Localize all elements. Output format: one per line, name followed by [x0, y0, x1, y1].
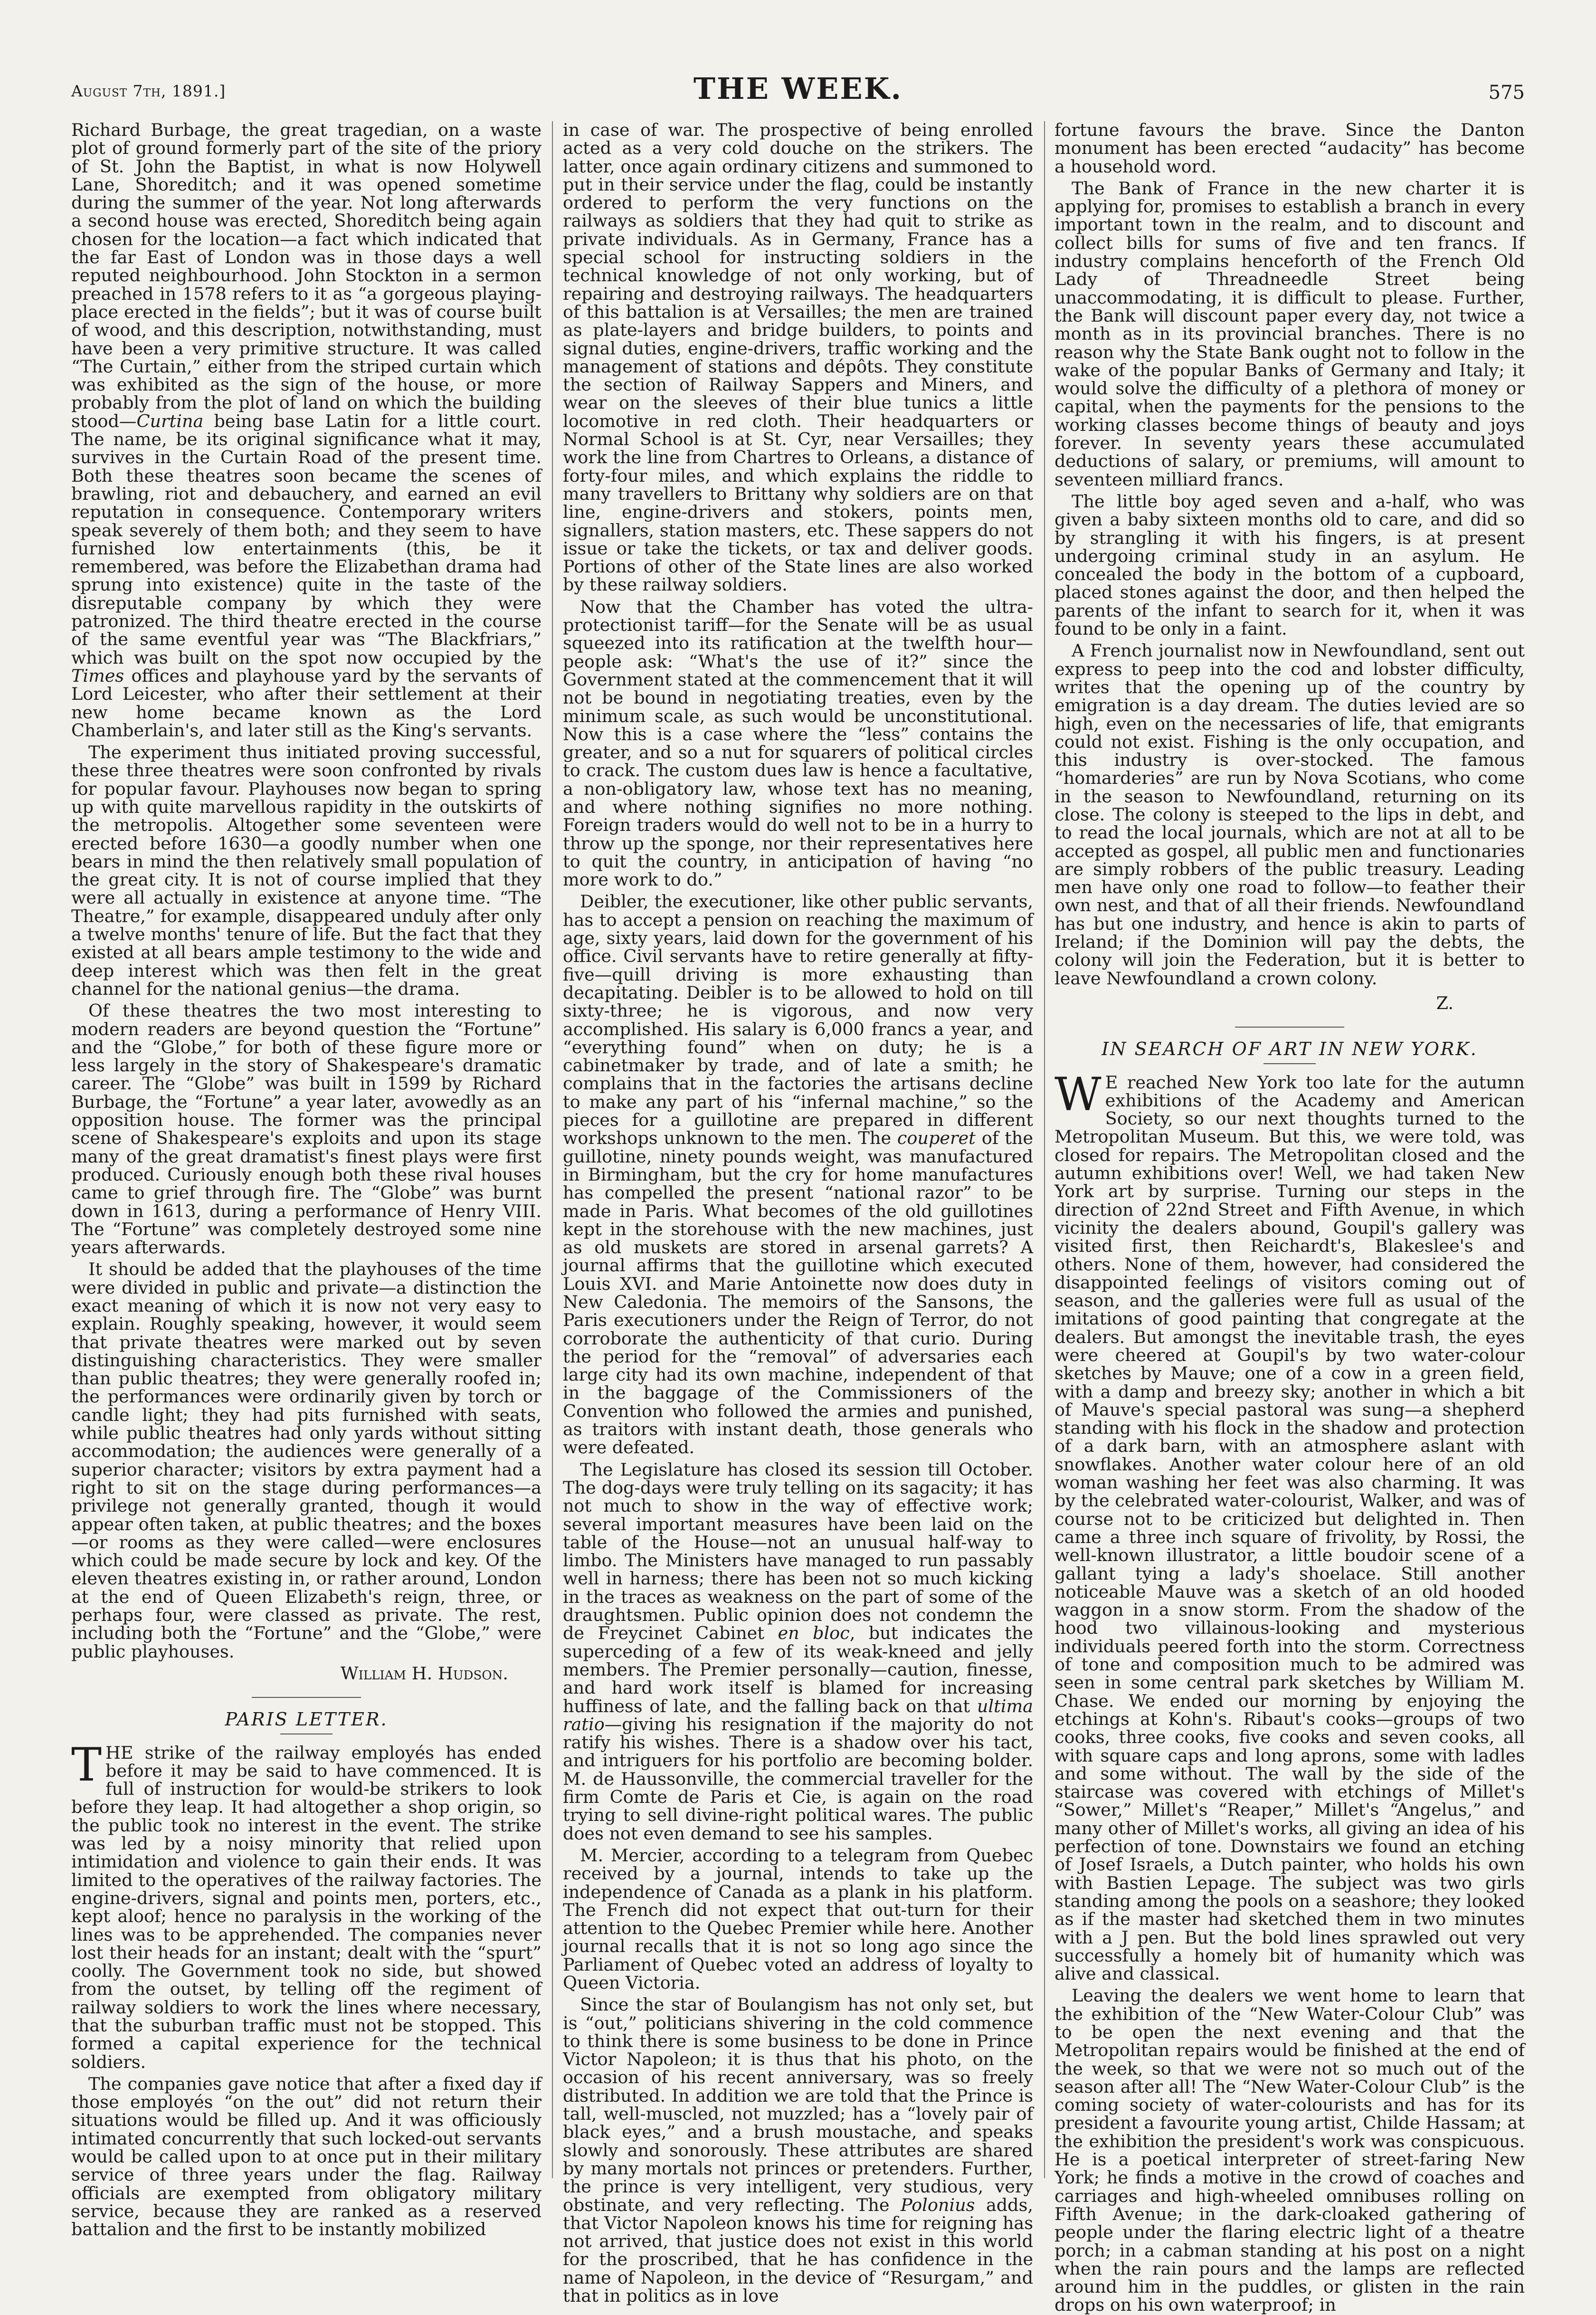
- author-signature: Z.: [1436, 992, 1454, 1013]
- article-paragraph: The Legislature has closed its session till October. The dog-days were truly telling on its sagacity; it has not much to show in the way of effective work; several important measures have been laid on the table of the House—not an unusual half-way to limbo. The Ministers have managed to run passably well in harness; there has been not so much kicking in the traces as weakness on the part of some of the draughtsmen. Public opinion does not condemn the de Freycinet Cabinet en bloc, but indicates the superceding of a few of its weak-kneed and jelly members. The Premier personally—caution, finesse, and hard work itself is blamed for increasing huffiness of late, and the falling back on that ultima ratio—giving his resignation if the majority do not ratify his wishes. There is a shadow over his tact, and intriguers for his portfolio are becoming bolder. M. de Haussonville, the commercial traveller for the firm Comte de Paris et Cie, is again on the road trying to sell divine-right political wares. The public does not even demand to see his samples.: [563, 1459, 1033, 1844]
- article-paragraph: Deibler, the executioner, like other public servants, has to accept a pension on reaching the maximum of age, sixty years, laid down for the government of his office. Civil servants have to retire generally at fifty-five—quill driving is more exhausting than decapitating. Deibler is to be allowed to hold on till sixty-three; he is vigorous, and now very accomplished. His salary is 6,000 francs a year, and “everything found” when on duty; he is a cabinetmaker by trade, and of late a smith; he complains that in the factories the artisans decline to make any part of his “infernal machine,” so the pieces for a guillotine are prepared in different workshops unknown to the men. The couperet of the guillotine, ninety pounds weight, was manufactured in Birmingham, but the cry for home manufactures has compelled the present “national razor” to be made in Paris. What becomes of the old guillotines kept in the storehouse with the new machines, just as old muskets are stored in arsenal garrets? A journal affirms that the guillotine which executed Louis XVI. and Marie Antoinette now does duty in New Caledonia. The memoirs of the Sansons, the Paris executioners under the Reign of Terror, do not corroborate the authenticity of that curio. During the period for the “removal” of adversaries each large city had its own machine, independent of that in the baggage of the Commissioners of the Convention who followed the armies and punished, as traitors with instant death, those generals who were defeated.: [563, 891, 1033, 1458]
- article-paragraph: M. Mercier, according to a telegram from Quebec received by a journal, intends to take up the independence of Canada as a plank in his platform. The French did not expect that out-turn for their attention to the Quebec Premier while here. Another journal recalls that it is not so long ago since the Parliament of Quebec voted an address of loyalty to Queen Victoria.: [563, 1845, 1033, 1993]
- article-paragraph: Richard Burbage, the great tragedian, on a waste plot of ground formerly part of the site of the priory of St. John the Baptist, in what is now Holywell Lane, Shoreditch; and it was opened sometime during the summer of the year. Not long afterwards a second house was erected, Shoreditch being again chosen for the location—a fact which indicated that the far East of London was in those days a well reputed neighbourhood. John Stockton in a sermon preached in 1578 refers to it as “a gorgeous playing-place erected in the fields”; but it was of course built of wood, and this description, notwithstanding, must have been a very primitive structure. It was called “The Curtain,” either from the striped curtain which was exhibited as the sign of the house, or more probably from the plot of land on which the building stood—Curtina being base Latin for a little court. The name, be its original significance what it may, survives in the Curtain Road of the present time. Both these theatres soon became the scenes of brawling, riot and debauchery, and earned an evil reputation in consequence. Contemporary writers speak severely of them both; and they seem to have furnished low entertainments (this, be it remembered, was before the Elizabethan drama had sprung into existence) quite in the taste of the disreputable company by which they were patronized. The third theatre erected in the course of the same eventful year was “The Blackfriars,” which was built on the spot now occupied by the Times offices and playhouse yard by the servants of Lord Leicester, who after their settlement at their new home became known as the Lord Chamberlain's, and later still as the King's servants.: [71, 120, 542, 741]
- article-paragraph: A French journalist now in Newfoundland, sent out express to peep into the cod and lobster difficulty, writes that the opening up of the country by emigration is a day dream. The duties levied are so high, even on the necessaries of life, that emigrants could not exist. Fishing is the only occupation, and this industry is over-stocked. The famous “homarderies” are run by Nova Scotians, who come in the season to Newfoundland, returning on its close. The colony is steeped to the lips in debt, and to read the local journals, which are not at all to be accepted as gospel, all public men and functionaries are simply robbers of the public treasury. Leading men have only one road to follow—to feather their own nest, and that of all their friends. Newfoundland has but one industry, and hence is akin to parts of Ireland; if the Dominion will pay the debts, the colony will join the Federation, but it is better to leave Newfoundland a crown colony.: [1054, 640, 1525, 989]
- author-signature: William H. Hudson.: [340, 1663, 508, 1684]
- publication-title: THE WEEK.: [693, 71, 903, 106]
- article-paragraph: It should be added that the playhouses of the time were divided in public and private—a distinction the exact meaning of which it is now not very easy to explain. Roughly speaking, however, it would seem that private theatres were marked out by seven distinguishing characteristics. They were smaller than public theatres; they were generally roofed in; the performances were ordinarily given by torch or candle light; they had pits furnished with seats, while public theatres had only yards without sitting accommodation; the audiences were generally of a superior character; visitors by extra payment had a right to sit on the stage during performances—a privilege not generally granted, though it would appear often taken, at public theatres; and the boxes—or rooms as they were called—were enclosures which could be made secure by lock and key. Of the eleven theatres existing in, or rather around, London at the end of Queen Elizabeth's reign, three, or perhaps four, were classed as private. The rest, including both the “Fortune” and the “Globe,” were public playhouses.: [71, 1259, 542, 1662]
- column-1: [71, 120, 542, 2240]
- masthead: [71, 71, 1525, 119]
- section-heading-paris-letter: PARIS LETTER.: [225, 1709, 388, 1730]
- drop-cap: T: [71, 1738, 102, 1791]
- drop-cap: W: [1054, 1067, 1102, 1121]
- page-number: 575: [1488, 82, 1525, 104]
- article-paragraph: Now that the Chamber has voted the ultra-protectionist tariff—for the Senate will be as usual squeezed into its ratification at the twelfth hour—people ask: “What's the use of it?” since the Government stated at the commencement that it will not be bound in negotiating treaties, even by the minimum scale, as such would be unconstitutional. Now this is a case where the “less” contains the greater, and so a nut for squarers of political circles to crack. The custom dues law is hence a facultative, a non-obligatory law, whose text has no meaning, and where nothing signifies no more nothing. Foreign traders would do well not to be in a hurry to throw up the sponge, nor their representatives here to quit the country, in anticipation of having “no more work to do.”: [563, 596, 1033, 890]
- section-heading-art-new-york: IN SEARCH OF ART IN NEW YORK.: [1102, 1038, 1478, 1060]
- article-paragraph: The little boy aged seven and a-half, who was given a baby sixteen months old to care, and did so by strangling it with his fingers, is at present undergoing criminal study in an asylum. He concealed the body in the bottom of a cupboard, placed stones against the door, and then helped the parents of the infant to search for it, when it was found to be only in a faint.: [1054, 491, 1525, 639]
- article-paragraph: THE strike of the railway employés has ended before it may be said to have commenced. It is full of instruction for would-be strikers to look before they leap. It had altogether a shop origin, so the public took no interest in the event. The strike was led by a noisy minority that relied upon intimidation and violence to gain their ends. It was limited to the operatives of the railway factories. The engine-drivers, signal and points men, porters, etc., kept aloof; hence no paralysis in the working of the lines was to be apprehended. The companies never lost their heads for an instant; dealt with the “spurt” coolly. The Government took no side, but showed from the outset, by telling off the regiment of railway soldiers to work the lines where necessary, that the suburban traffic must not be stopped. This formed a capital experience for the technical soldiers.: [71, 1738, 542, 2072]
- article-paragraph: fortune favours the brave. Since the Danton monument has been erected “audacity” has become a household word.: [1054, 120, 1525, 177]
- column-divider-1: [552, 121, 553, 2178]
- article-paragraph: W E reached New York too late for the autumn exhibitions of the Academy and American Society, so our next thoughts turned to the Metropolitan Museum. But this, we were told, was closed for repairs. The Metropolitan closed and the autumn exhibitions over! Well, we had taken New York art by surprise. Turning our steps in the direction of 22nd Street and Fifth Avenue, in which vicinity the dealers abound, Goupil's gallery was visited first, then Reichardt's, Blakeslee's and others. None of them, however, had considered the disappointed feelings of visitors coming out of season, and the galleries were full as usual of the imitations of good painting that congregate at the dealers. But amongst the inevitable trash, the eyes were cheered at Goupil's by two water-colour sketches by Mauve; one of a cow in a green field, with a damp and breezy sky; another in which a bit of Mauve's special pastoral was sung—a shepherd standing with his flock in the shadow and protection of a dark barn, with an atmosphere aslant with snowflakes. Another water colour here of an old woman washing her feet was also charming. It was by the celebrated water-colourist, Walker, and was of course not to be criticized but delighted in. Then came a three inch square of frivolity, by Rossi, the well-known illustrator, a little boudoir scene of a gallant tying a lady's shoelace. Still another noticeable Mauve was a sketch of an old hooded waggon in a snow storm. From the shadow of the hood two villainous-looking and mysterious individuals peered forth into the storm. Correctness of tone and composition much to be admired was seen in some central park sketches by William M. Chase. We ended our morning by enjoying the etchings at Kohn's. Ribaut's cooks—groups of two cooks, three cooks, five cooks and seven cooks, all with square caps and long aprons, some with ladles and some without. The wall by the side of the staircase was covered with etchings of Millet's “Sower,” Millet's “Reaper,” Millet's “Angelus,” and many other of Millet's works, all giving an idea of his perfection of tone. Downstairs we found an etching of Josef Israels, a Dutch painter, who holds his own with Bastien Lepage. The subject was two girls standing among the pools on a seashore; they looked as if the master had sketched them in two minutes with a J pen. But the bold lines sprawled out very successfully a homely bit of humanity which was alive and classical.: [1054, 1067, 1525, 1984]
- article-paragraph: The companies gave notice that after a fixed day if those employés “on the out” did not return their situations would be filled up. And it was officiously intimated concurrently that such locked-out servants would be called upon to at once put in their military service of three years under the flag. Railway officials are exempted from obligatory military service, because they are ranked as a reserved battalion and the first to be instantly mobilized: [71, 2073, 542, 2240]
- heading-underline: [1264, 1063, 1316, 1064]
- column-divider-2: [1044, 121, 1045, 2178]
- article-paragraph: The experiment thus initiated proving successful, these three theatres were soon confronted by rivals for popular favour. Playhouses now began to spring up with quite marvellous rapidity in the outskirts of the metropolis. Altogether some seventeen were erected before 1630—a goodly number when one bears in mind the then relatively small population of the great city. It is not of course implied that they were all actually in existence at anyone time. “The Theatre,” for example, disappeared unduly after only a twelve months' tenure of life. But the fact that they existed at all bears ample testimony to the wide and deep interest which was then felt in the great channel for the national genius—the drama.: [71, 742, 542, 999]
- article-paragraph: Leaving the dealers we went home to learn that the exhibition of the “New Water-Colour Club” was to be open the next evening and that the Metropolitan repairs would be finished at the end of the week, so that we were not so much out of the season after all! The “New Water-Colour Club” is the coming society of water-colourists and has for its president a favourite young artist, Childe Hassam; at the exhibition the president's work was conspicuous. He is a poetical interpreter of street-faring New York; he finds a motive in the crowd of coaches and carriages and high-wheeled omnibuses rolling on Fifth Avenue; in the dark-cloaked gathering of people under the flaring electric light of a theatre porch; in a cabman standing at his post on a night when the rain pours and the lamps are reflected around him in the puddles, or glisten in the rain drops on his own waterproof; in: [1054, 1985, 1525, 2315]
- section-divider: [1235, 1027, 1344, 1028]
- article-paragraph: Since the star of Boulangism has not only set, but is “out,” politicians shivering in the cold commence to think there is some business to be done in Prince Victor Napoleon; it is thus that his photo, on the occasion of his recent anniversary, was so freely distributed. In addition we are told that the Prince is tall, well-muscled, not muzzled; has a “lovely pair of black eyes,” and a brush moustache, and speaks slowly and sonorously. These attributes are shared by many mortals not princes or pretenders. Further, the prince is very intelligent, very studious, very obstinate, and very reflecting. The Polonius adds, that Victor Napoleon knows his time for reigning has not arrived, that justice does not exist in this world for the proscribed, that he has confidence in the name of Napoleon, in the device of “Resurgam,” and that in politics as in love: [563, 1994, 1033, 2306]
- article-paragraph: Of these theatres the two most interesting to modern readers are beyond question the “Fortune” and the “Globe,” for both of these figure more or less largely in the story of Shakespeare's dramatic career. The “Globe” was built in 1599 by Richard Burbage, the “Fortune” a year later, avowedly as an opposition house. The former was the principal scene of Shakespeare's exploits and upon its stage many of the great dramatist's finest plays were first produced. Curiously enough both these rival houses came to grief through fire. The “Globe” was burnt down in 1613, during a performance of Henry VIII. The “Fortune” was completely destroyed some nine years afterwards.: [71, 1000, 542, 1258]
- column-3: [1054, 120, 1525, 2315]
- article-paragraph: in case of war. The prospective of being enrolled acted as a very cold douche on the strikers. The latter, once again ordinary citizens and summoned to put in their service under the flag, could be instantly ordered to perform the very functions on the railways as soldiers that they had quit to strike as private individuals. As in Germany, France has a special school for instructing soldiers in the technical knowledge of not only working, but of repairing and destroying railways. The headquarters of this battalion is at Versailles; the men are trained as plate-layers and bridge builders, to points and signal duties, engine-drivers, traffic working and the management of stations and dépôts. They constitute the section of Railway Sappers and Miners, and wear on the sleeves of their blue tunics a little locomotive in red cloth. Their headquarters or Normal School is at St. Cyr, near Versailles; they work the line from Chartres to Orleans, a distance of forty-four miles, and which explains the riddle to many travellers to Brittany why soldiers are on that line, engine-drivers and stokers, points men, signallers, station masters, etc. These sappers do not issue or take the tickets, or tax and deliver goods. Portions of other of the State lines are also worked by these railway soldiers.: [563, 120, 1033, 595]
- issue-date: August 7th, 1891.]: [71, 82, 226, 100]
- column-2: [563, 120, 1033, 2306]
- article-paragraph: The Bank of France in the new charter it is applying for, promises to establish a branch in every important town in the realm, and to discount and collect bills for sums of five and ten francs. If industry complains henceforth of the French Old Lady of Threadneedle Street being unaccommodating, it is difficult to please. Further, the Bank will discount paper every day, not twice a month as in its provincial branches. There is no reason why the State Bank ought not to follow in the wake of the popular Banks of Germany and Italy; it would solve the difficulty of a plethora of money or capital, when the payments for the pensions to the working classes become things of beauty and joys forever. In seventy years these accumulated deductions of salary, or premiums, will amount to seventeen milliard francs.: [1054, 178, 1525, 490]
- section-divider: [252, 1697, 361, 1698]
